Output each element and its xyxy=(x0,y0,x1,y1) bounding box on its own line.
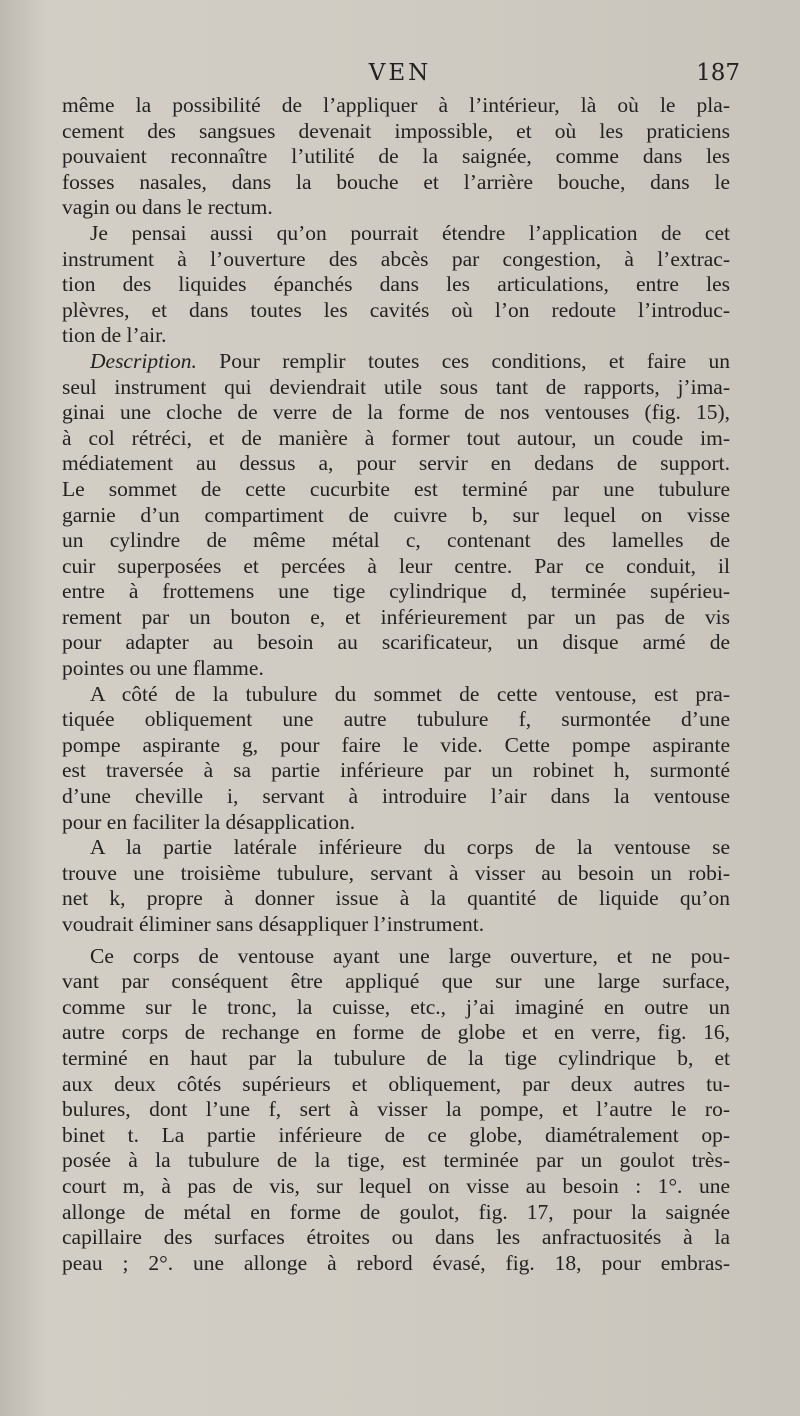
text-line: bulures, dont l’une f, sert à visser la pompe, et l’autre le ro- xyxy=(62,1097,730,1122)
text-fragment: Pour remplir toutes ces conditions, et faire un xyxy=(219,348,730,373)
text-line: entre à frottemens une tige cylindrique d, terminée supérieu- xyxy=(62,579,730,604)
running-head: VEN xyxy=(368,60,432,86)
text-line: Le sommet de cette cucurbite est terminé par une tubulure xyxy=(62,476,730,501)
text-line: tiquée obliquement une autre tubulure f, surmontée d’une xyxy=(62,707,730,732)
text-line: A la partie latérale inférieure du corps de la ventouse se xyxy=(90,835,730,860)
text-line: à col rétréci, et de manière à former tout autour, un coude im- xyxy=(62,425,730,450)
text-line: pour adapter au besoin au scarificateur, un disque armé de xyxy=(62,630,730,655)
text-line: pouvaient reconnaître l’utilité de la saignée, comme dans les xyxy=(62,144,730,169)
text-line: binet t. La partie inférieure de ce globe, diamétralement op- xyxy=(62,1122,730,1147)
section-label: Description. xyxy=(90,348,197,373)
text-line: aux deux côtés supérieurs et obliquement, par deux autres tu- xyxy=(62,1071,730,1096)
text-line xyxy=(62,349,730,375)
text-line: trouve une troisième tubulure, servant à visser au besoin un robi- xyxy=(62,860,730,885)
text-line: net k, propre à donner issue à la quantité de liquide qu’on xyxy=(62,886,730,911)
text-line: Je pensai aussi qu’on pourrait étendre l’application de cet xyxy=(90,220,730,245)
text-line: rement par un bouton e, et inférieurement par un pas de vis xyxy=(62,604,730,629)
page-header xyxy=(60,60,740,94)
text-line: posée à la tubulure de la tige, est terminée par un goulot très- xyxy=(62,1148,730,1173)
text-line: vagin ou dans le rectum. xyxy=(62,195,273,220)
text-line: peau ; 2°. une allonge à rebord évasé, fig. 18, pour embras- xyxy=(62,1250,730,1275)
text-line: instrument à l’ouverture des abcès par congestion, à l’extrac- xyxy=(62,246,730,271)
text-line: autre corps de rechange en forme de globe et en verre, fig. 16, xyxy=(62,1020,730,1045)
text-line: voudrait éliminer sans désappliquer l’instrument. xyxy=(62,912,485,936)
text-line: d’une cheville i, servant à introduire l’air dans la ventouse xyxy=(62,784,730,809)
text-line: allonge de métal en forme de goulot, fig. 17, pour la saignée xyxy=(62,1199,730,1224)
text-line: court m, à pas de vis, sur lequel on visse au besoin : 1°. une xyxy=(62,1173,730,1198)
text-line: tion de l’air. xyxy=(62,323,167,348)
text-line: Ce corps de ventouse ayant une large ouverture, et ne pou- xyxy=(90,943,730,968)
text-line: capillaire des surfaces étroites ou dans les anfractuosités à la xyxy=(62,1225,730,1250)
text-line: est traversée à sa partie inférieure par un robinet h, surmonté xyxy=(62,758,730,783)
text-line: même la possibilité de l’appliquer à l’intérieur, là où le pla- xyxy=(62,93,730,117)
text-line: A côté de la tubulure du sommet de cette ventouse, est pra- xyxy=(90,681,730,706)
text-line: pompe aspirante g, pour faire le vide. Cette pompe aspirante xyxy=(62,732,730,757)
text-line: un cylindre de même métal c, contenant des lamelles de xyxy=(62,528,730,553)
text-line: pour en faciliter la désapplication. xyxy=(62,809,356,834)
text-line: terminé en haut par la tubulure de la tige cylindrique b, et xyxy=(62,1045,730,1070)
text-line: plèvres, et dans toutes les cavités où l’on redoute l’introduc- xyxy=(62,297,730,322)
text-line: pointes ou une flamme. xyxy=(62,656,264,681)
text-line: cuir superposées et percées à leur centre. Par ce conduit, il xyxy=(62,553,730,578)
text-line: vant par conséquent être appliqué que sur une large surface, xyxy=(62,969,730,994)
text-line: ginai une cloche de verre de la forme de nos ventouses (fig. 15), xyxy=(62,400,730,425)
text-line: fosses nasales, dans la bouche et l’arrière bouche, dans le xyxy=(62,169,730,194)
text-line: seul instrument qui deviendrait utile sous tant de rapports, j’ima- xyxy=(62,374,730,399)
text-line: médiatement au dessus a, pour servir en dedans de support. xyxy=(62,451,730,476)
text-line: comme sur le tronc, la cuisse, etc., j’ai imaginé en outre un xyxy=(62,994,730,1019)
page-number: 187 xyxy=(696,60,740,86)
text-line: tion des liquides épanchés dans les articulations, entre les xyxy=(62,272,730,297)
text-line: garnie d’un compartiment de cuivre b, sur lequel on visse xyxy=(62,502,730,527)
text-line: cement des sangsues devenait impossible, et où les praticiens xyxy=(62,118,730,143)
body-text xyxy=(62,93,730,1276)
